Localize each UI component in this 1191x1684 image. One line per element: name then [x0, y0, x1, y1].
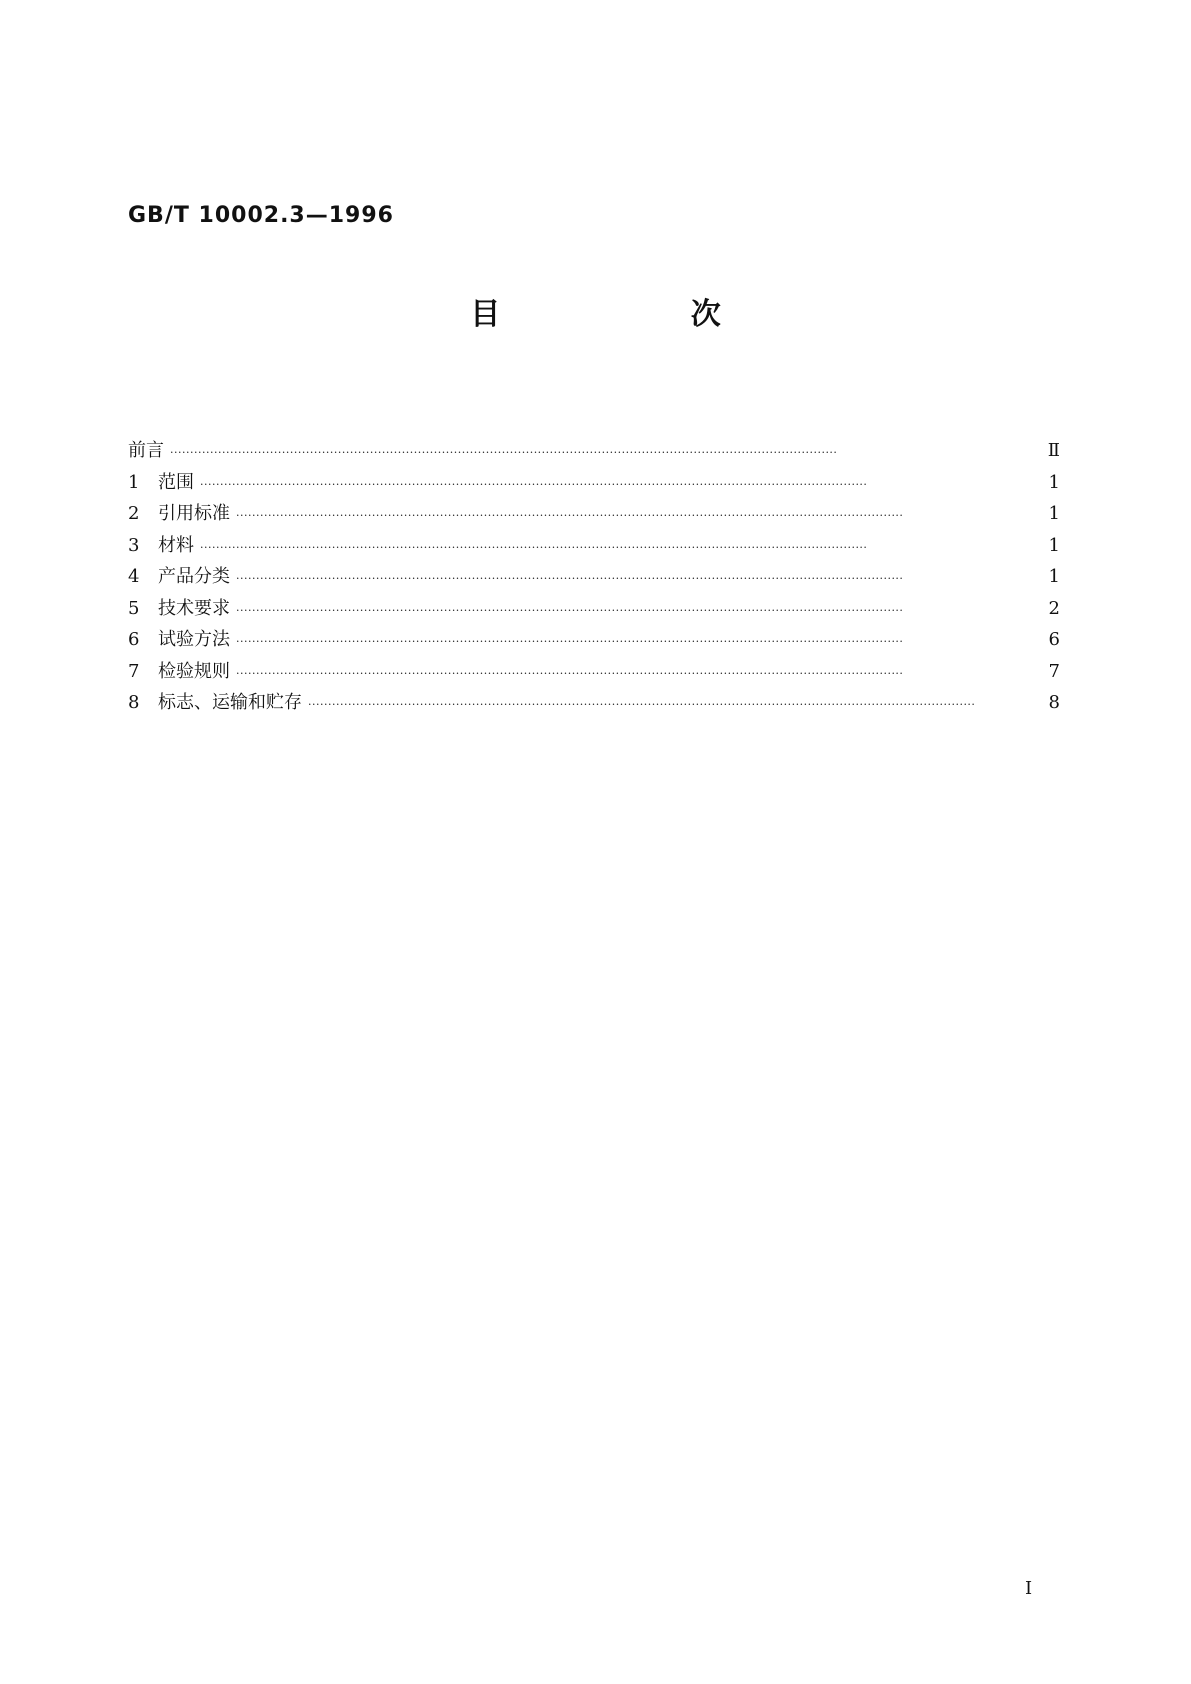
- toc-entry-page: 6: [1048, 629, 1060, 650]
- toc-entry-page: 1: [1048, 471, 1060, 493]
- toc-leader-dots: [236, 658, 1040, 690]
- page-number: I: [1025, 1578, 1033, 1599]
- toc-entry-number: 5: [128, 597, 140, 619]
- toc-entry-3[interactable]: [128, 530, 1060, 562]
- toc-entry-page: 8: [1048, 692, 1060, 713]
- toc-leader-dots: [200, 469, 1040, 501]
- toc-entry-label: 技术要求: [158, 597, 230, 619]
- toc-leader-dots: [308, 689, 1040, 721]
- toc-entry-6[interactable]: [128, 624, 1060, 656]
- toc-leader-dots: [236, 595, 1040, 627]
- toc-leader-dots: [170, 437, 1040, 469]
- toc-entry-page: 7: [1048, 660, 1060, 682]
- toc-leader-dots: [236, 626, 1040, 658]
- toc-entry-number: 1: [128, 471, 140, 493]
- toc-leader-dots: [236, 563, 1040, 595]
- toc-leader-dots: [200, 532, 1040, 564]
- toc-entry-4[interactable]: [128, 561, 1060, 593]
- toc-entry-page: Ⅱ: [1047, 440, 1060, 461]
- toc-entry-number: 2: [128, 503, 140, 524]
- toc-entry-label: 材料: [158, 534, 194, 556]
- toc-entry-1[interactable]: [128, 467, 1060, 499]
- standard-code: GB/T 10002.3—1996: [128, 203, 394, 228]
- toc-entry-number: 7: [128, 660, 140, 682]
- toc-entry-8[interactable]: [128, 687, 1060, 719]
- toc-entry-label: 试验方法: [158, 629, 230, 650]
- toc-entry-number: 8: [128, 692, 140, 713]
- toc-entry-page: 2: [1048, 597, 1060, 619]
- toc-entry-label: 产品分类: [158, 566, 230, 587]
- toc-entry-number: 4: [128, 566, 140, 587]
- toc-entry-label: 标志、运输和贮存: [158, 692, 302, 713]
- toc-entry-foreword[interactable]: [128, 435, 1060, 467]
- toc-entry-page: 1: [1048, 566, 1060, 587]
- toc-entry-label: 前言: [128, 440, 164, 461]
- page-title: 目 次: [470, 297, 811, 332]
- toc-entry-2[interactable]: [128, 498, 1060, 530]
- toc-entry-7[interactable]: [128, 656, 1060, 688]
- toc-entry-number: 6: [128, 629, 140, 650]
- toc-entry-number: 3: [128, 534, 140, 556]
- table-of-contents: [128, 435, 1060, 719]
- toc-entry-page: 1: [1048, 534, 1060, 556]
- toc-entry-page: 1: [1048, 503, 1060, 524]
- toc-leader-dots: [236, 500, 1040, 532]
- toc-entry-label: 引用标准: [158, 503, 230, 524]
- toc-entry-label: 检验规则: [158, 660, 230, 682]
- toc-entry-label: 范围: [158, 471, 194, 493]
- toc-entry-5[interactable]: [128, 593, 1060, 625]
